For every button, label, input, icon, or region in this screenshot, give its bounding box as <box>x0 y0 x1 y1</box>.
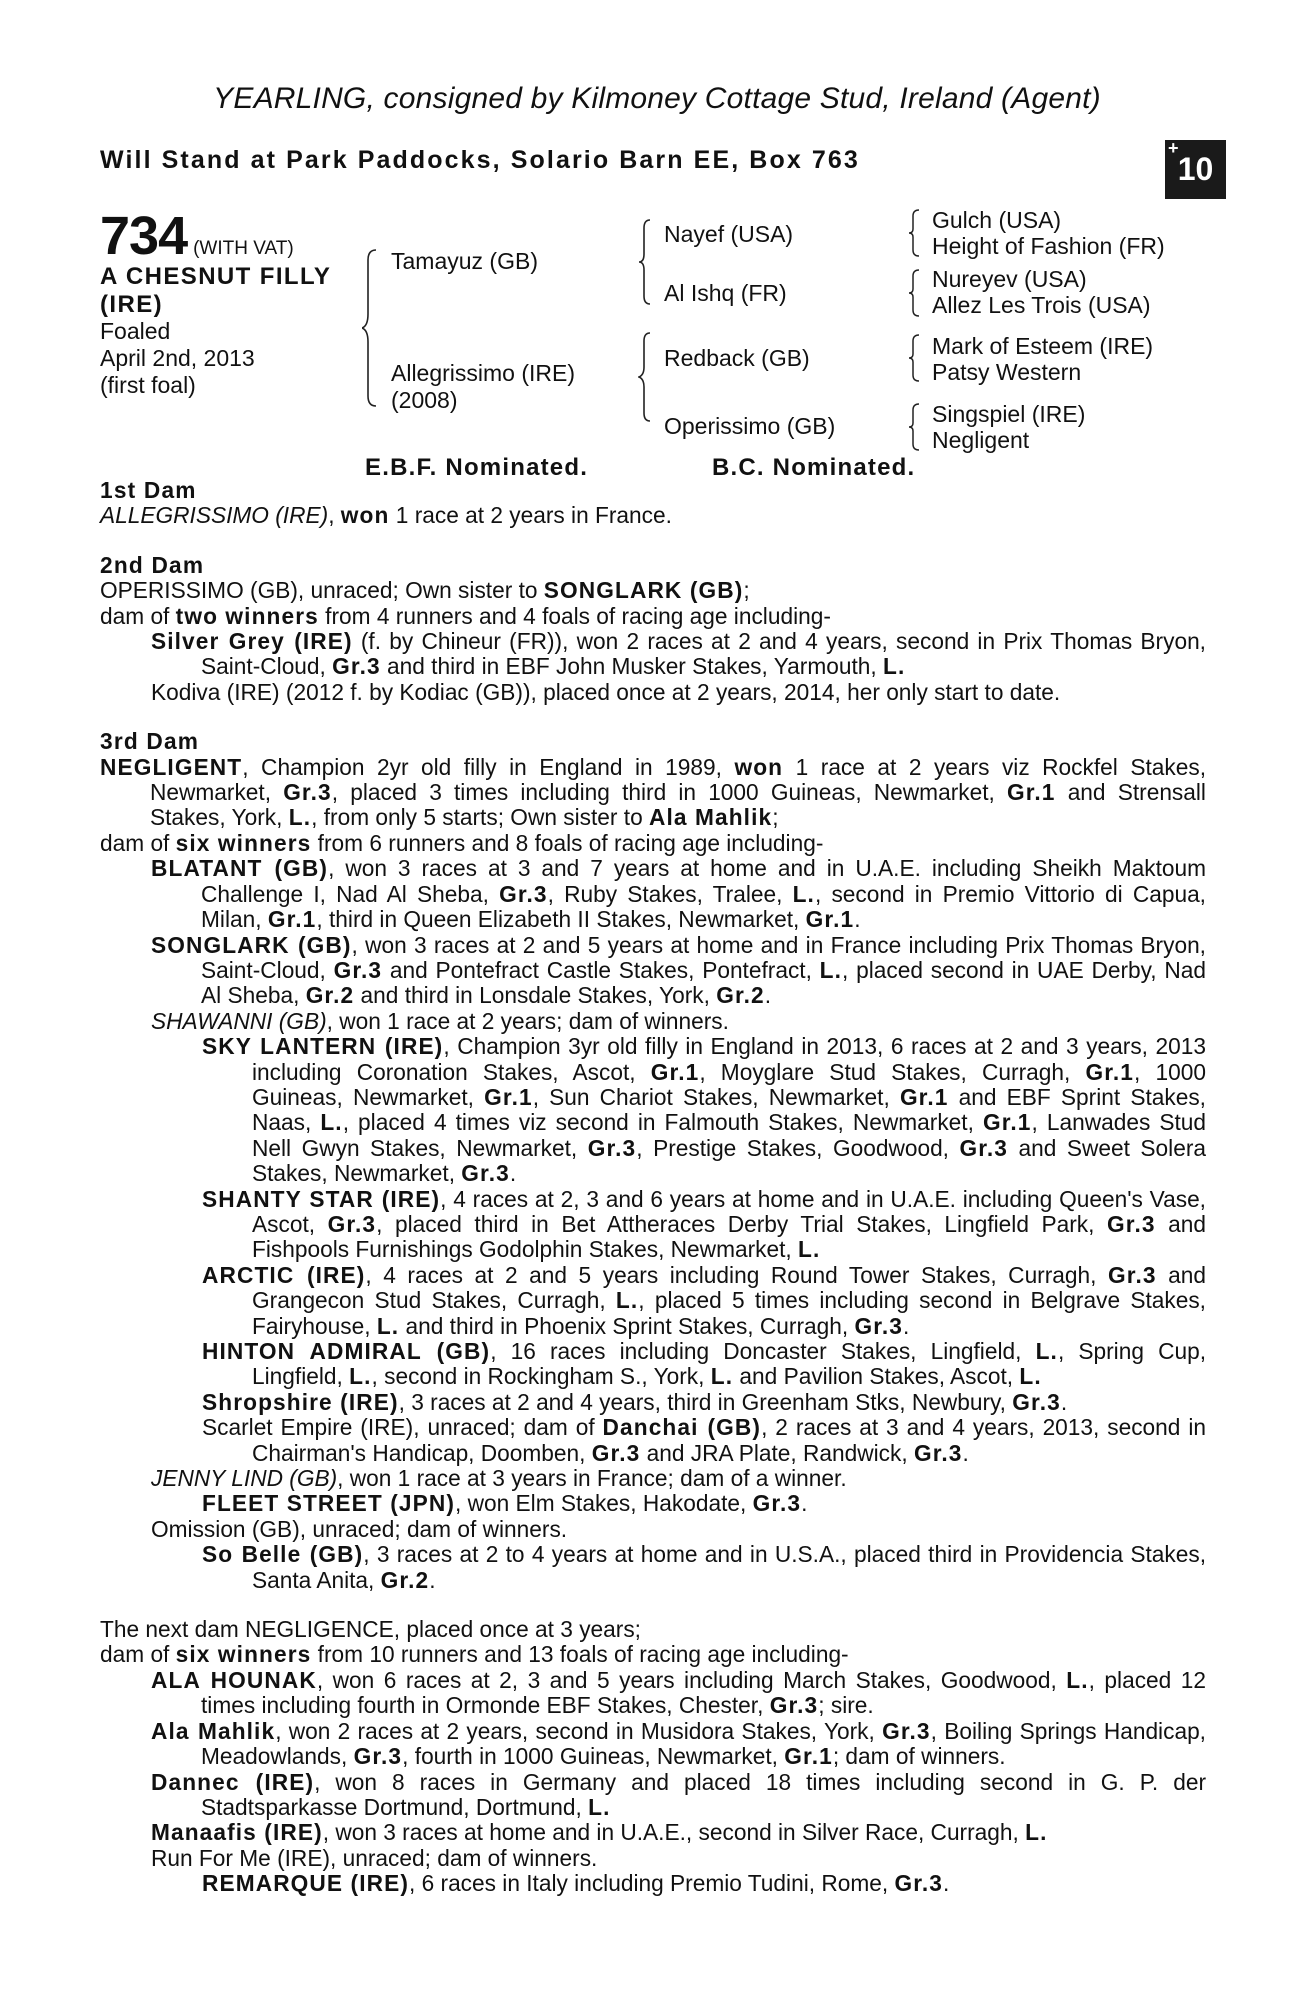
list-item: JENNY LIND (GB), won 1 race at 3 years in France; dam of a winner. <box>151 1465 847 1492</box>
list-item: SHAWANNI (GB), won 1 race at 2 years; dam of winners. <box>151 1007 729 1034</box>
produce-record <box>100 478 1206 1897</box>
list-item: Silver Grey (IRE) (f. by Chineur (FR)), won 2 races at 2 and 4 years, second in Prix Thomas Bryon, Saint-Cloud, Gr.3 and third in EBF John Musker Stakes, Yarmouth, L. <box>151 628 1206 680</box>
list-item: SKY LANTERN (IRE), Champion 3yr old filly in England in 2013, 6 races at 2 and 3 years, 2013 including Coronation Stakes, Ascot, Gr.1, Moyglare Stud Stakes, Curragh, Gr.1, 1000 Guineas, Newmarket, Gr.1, Sun Chariot Stakes, Newmarket, Gr.1 and EBF Sprint Stakes, Naas, L., placed 4 times viz second in Falmouth Stakes, Newmarket, Gr.1, Lanwades Stud Nell Gwyn Stakes, Newmarket, Gr.3, Prestige Stakes, Goodwood, Gr.3 and Sweet Solera Stakes, Newmarket, Gr.3. <box>202 1033 1207 1187</box>
foaled-date: April 2nd, 2013 <box>100 345 255 371</box>
bc-nomination: B.C. Nominated. <box>712 454 916 481</box>
foaled-note: (first foal) <box>100 372 196 398</box>
ggs-1: Gulch (USA) <box>932 207 1062 233</box>
lot-number-block <box>100 205 294 267</box>
day-badge <box>1165 140 1226 199</box>
consignment-line: YEARLING, consigned by Kilmoney Cottage Stud, Ireland (Agent) <box>213 82 1101 115</box>
list-item: Manaafis (IRE), won 3 races at home and in U.A.E., second in Silver Race, Curragh, L. <box>151 1819 1048 1846</box>
stand-location: Will Stand at Park Paddocks, Solario Barn EE, Box 763 <box>100 146 860 174</box>
list-item: Ala Mahlik, won 2 races at 2 years, second in Musidora Stakes, York, Gr.3, Boiling Springs Handicap, Meadowlands, Gr.3, fourth in 1000 Guineas, Newmarket, Gr.1; dam of winners. <box>151 1717 1206 1770</box>
second-dam-record: OPERISSIMO (GB), unraced; Own sister to SONGLARK (GB); <box>100 577 750 604</box>
sire-dam-brace <box>362 248 382 408</box>
list-item: Shropshire (IRE), 3 races at 2 and 4 years, third in Greenham Stks, Newbury, Gr.3. <box>202 1388 1068 1415</box>
brace-g4 <box>908 402 924 452</box>
next-dam-produce: dam of six winners from 10 runners and 13 foals of racing age including- <box>100 1641 849 1668</box>
dam-dam: Operissimo (GB) <box>664 413 836 439</box>
list-item: Scarlet Empire (IRE), unraced; dam of Danchai (GB), 2 races at 3 and 4 years, 2013, second in Chairman's Handicap, Doomben, Gr.3 and JRA Plate, Randwick, Gr.3. <box>202 1414 1206 1466</box>
brace-g1 <box>908 208 924 258</box>
horse-description-line2: (IRE) <box>100 291 163 318</box>
dam-line-brace <box>638 331 656 423</box>
next-dam-record: The next dam NEGLIGENCE, placed once at 3 years; <box>100 1616 641 1643</box>
list-item: FLEET STREET (JPN), won Elm Stakes, Hakodate, Gr.3. <box>202 1490 808 1517</box>
list-item: SHANTY STAR (IRE), 4 races at 2, 3 and 6 years at home and in U.A.E. including Queen's Vase, Ascot, Gr.3, placed third in Bet Attheraces Derby Trial Stakes, Lingfield Park, Gr.3 and Fishpools Furnishings Godolphin Stakes, Newmarket, L. <box>202 1185 1206 1263</box>
list-item: Kodiva (IRE) (2012 f. by Kodiac (GB)), placed once at 2 years, 2014, her only start to date. <box>151 678 1061 705</box>
list-item: Omission (GB), unraced; dam of winners. <box>151 1515 568 1542</box>
sire-dam: Al Ishq (FR) <box>664 280 787 306</box>
sire-sire: Nayef (USA) <box>664 221 794 247</box>
lot-number: 734 <box>100 206 188 266</box>
third-dam-produce: dam of six winners from 6 runners and 8 foals of racing age including- <box>100 829 824 856</box>
list-item: ALA HOUNAK, won 6 races at 2, 3 and 5 years including March Stakes, Goodwood, L., placed 12 times including fourth in Ormonde EBF Stakes, Chester, Gr.3; sire. <box>151 1666 1206 1719</box>
ggs-6: Patsy Western <box>932 359 1082 385</box>
second-dam-produce: dam of two winners from 4 runners and 4 foals of racing age including- <box>100 602 831 629</box>
horse-description-line1: A CHESNUT FILLY <box>100 263 332 290</box>
foaled-label: Foaled <box>100 318 171 344</box>
list-item: Dannec (IRE), won 8 races in Germany and placed 18 times including second in G. P. der Stadtsparkasse Dortmund, Dortmund, L. <box>151 1768 1207 1820</box>
dam-year: (2008) <box>391 387 458 413</box>
vat-note: (WITH VAT) <box>193 238 294 259</box>
ggs-7: Singspiel (IRE) <box>932 401 1086 427</box>
brace-g3 <box>908 333 924 383</box>
third-dam-heading: 3rd Dam <box>100 728 200 755</box>
ggs-8: Negligent <box>932 427 1030 453</box>
list-item: Run For Me (IRE), unraced; dam of winners. <box>151 1844 598 1871</box>
second-dam-heading: 2nd Dam <box>100 551 205 578</box>
ggs-5: Mark of Esteem (IRE) <box>932 333 1154 359</box>
ggs-4: Allez Les Trois (USA) <box>932 292 1151 318</box>
list-item: BLATANT (GB), won 3 races at 3 and 7 years at home and in U.A.E. including Sheikh Maktoum Challenge I, Nad Al Sheba, Gr.3, Ruby Stakes, Tralee, L., second in Premio Vittorio di Capua, Milan, Gr.1, third in Queen Elizabeth II Stakes, Newmarket, Gr.1. <box>151 855 1207 933</box>
first-dam-record: ALLEGRISSIMO (IRE), won 1 race at 2 years in France. <box>100 502 672 529</box>
list-item: REMARQUE (IRE), 6 races in Italy including Premio Tudini, Rome, Gr.3. <box>202 1870 950 1897</box>
sire-line-brace <box>638 218 656 306</box>
first-dam-heading: 1st Dam <box>100 477 197 503</box>
foaled-info <box>100 318 255 399</box>
third-dam-record: NEGLIGENT, Champion 2yr old filly in England in 1989, won 1 race at 2 years viz Rockfel Stakes, Newmarket, Gr.3, placed 3 times including third in 1000 Guineas, Newmarket, Gr.1 and Strensall Stakes, York, L., from only 5 starts; Own sister to Ala Mahlik; <box>100 753 1206 831</box>
ggs-2: Height of Fashion (FR) <box>932 233 1165 259</box>
list-item: So Belle (GB), 3 races at 2 to 4 years at home and in U.S.A., placed third in Providencia Stakes, Santa Anita, Gr.2. <box>202 1541 1207 1593</box>
horse-description <box>100 263 331 319</box>
brace-g2 <box>908 268 924 318</box>
list-item: SONGLARK (GB), won 3 races at 2 and 5 years at home and in France including Prix Thomas Bryon, Saint-Cloud, Gr.3 and Pontefract Castle Stakes, Pontefract, L., placed second in UAE Derby, Nad Al Sheba, Gr.2 and third in Lonsdale Stakes, York, Gr.2. <box>151 931 1206 1009</box>
sire: Tamayuz (GB) <box>391 248 538 274</box>
dam: Allegrissimo (IRE) <box>391 360 576 386</box>
badge-plus: + <box>1168 138 1179 158</box>
badge-number: 10 <box>1177 151 1214 187</box>
list-item: ARCTIC (IRE), 4 races at 2 and 5 years including Round Tower Stakes, Curragh, Gr.3 and Grangecon Stud Stakes, Curragh, L., placed 5 times including second in Belgrave Stakes, Fairyhouse, L. and third in Phoenix Sprint Stakes, Curragh, Gr.3. <box>202 1261 1206 1339</box>
ggs-3: Nureyev (USA) <box>932 266 1087 292</box>
list-item: HINTON ADMIRAL (GB), 16 races including Doncaster Stakes, Lingfield, L., Spring Cup, Lingfield, L., second in Rockingham S., York, L. and Pavilion Stakes, Ascot, L. <box>202 1338 1207 1390</box>
dam-sire: Redback (GB) <box>664 345 810 371</box>
ebf-nomination: E.B.F. Nominated. <box>365 454 589 481</box>
